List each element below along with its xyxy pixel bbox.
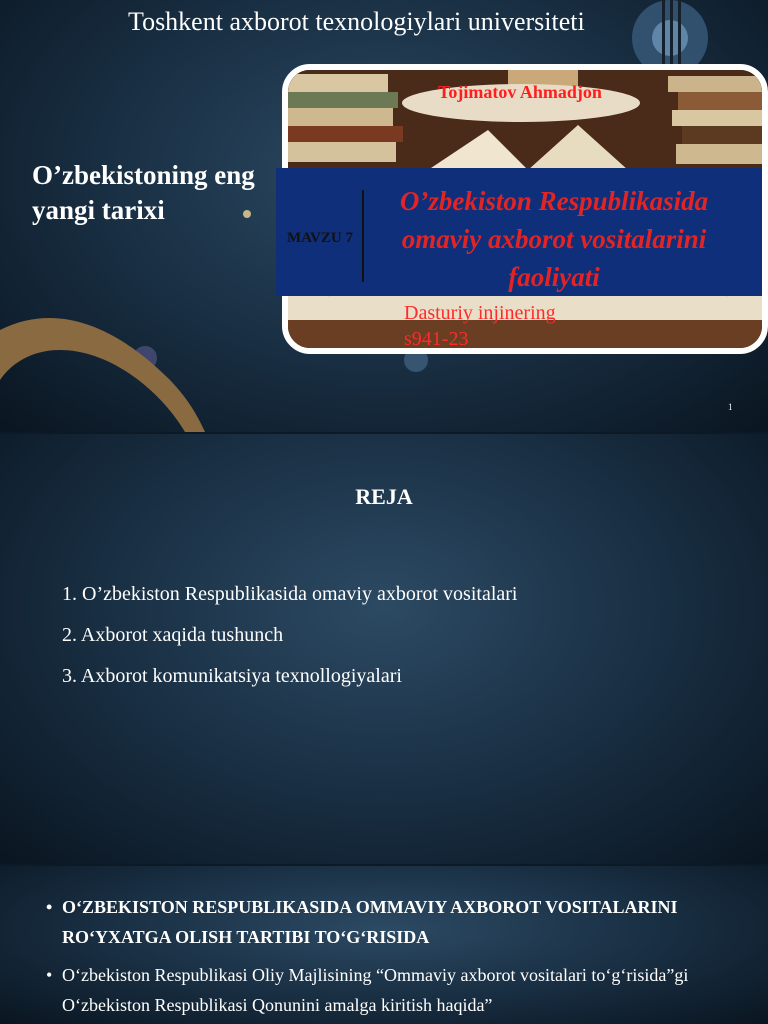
content-slide — [0, 866, 768, 1024]
plan-item-2: 2. Axborot xaqida tushunch — [62, 624, 284, 646]
plan-item-1: 1. O’zbekiston Respublikasida omaviy axborot vositalari — [62, 583, 518, 605]
bullet-dot-icon: • — [46, 897, 53, 917]
group-line-1: Dasturiy injinering — [404, 302, 556, 324]
course-title: O’zbekistoning eng yangi tarixi — [32, 160, 255, 225]
author-name: Tojimatov Ahmadjon — [438, 82, 602, 102]
group-info — [404, 300, 556, 352]
topic-title: O’zbekiston Respublikasida omaviy axborot vositalarini faoliyati — [399, 186, 709, 292]
banner-divider — [362, 190, 364, 282]
group-line-2: s941-23 — [404, 328, 469, 350]
page-number: 1 — [728, 402, 733, 412]
deco-line-1 — [662, 0, 665, 72]
bullet-dot-icon: • — [46, 965, 53, 985]
bullet-paragraph — [46, 960, 746, 1020]
bullet-heading — [46, 892, 746, 952]
bullet-paragraph-text: O‘zbekiston Respublikasi Oliy Majlisining “Ommaviy axborot vositalari to‘g‘risida”gi O‘zbekiston Respublikasi Qonunini amalga kiritish haqida” — [62, 965, 689, 1015]
plan-item-3: 3. Axborot komunikatsiya texnollogiyalari — [62, 665, 402, 687]
mavzu-label: MAVZU 7 — [287, 230, 353, 246]
bullet-heading-text: O‘ZBEKISTON RESPUBLIKASIDA OMMAVIY AXBOROT VOSITALARINI RO‘YXATGA OLISH TARTIBI TO‘G‘RISIDA — [62, 897, 678, 947]
deco-line-3 — [678, 0, 681, 72]
title-slide — [0, 0, 768, 432]
plan-list — [62, 574, 517, 697]
deco-line-2 — [670, 0, 673, 72]
university-name: Toshkent axborot texnologiylari universiteti — [128, 7, 585, 36]
plan-title: REJA — [355, 484, 413, 509]
deco-swoosh — [0, 318, 205, 432]
bullet-list — [46, 892, 746, 1020]
plan-slide — [0, 434, 768, 864]
